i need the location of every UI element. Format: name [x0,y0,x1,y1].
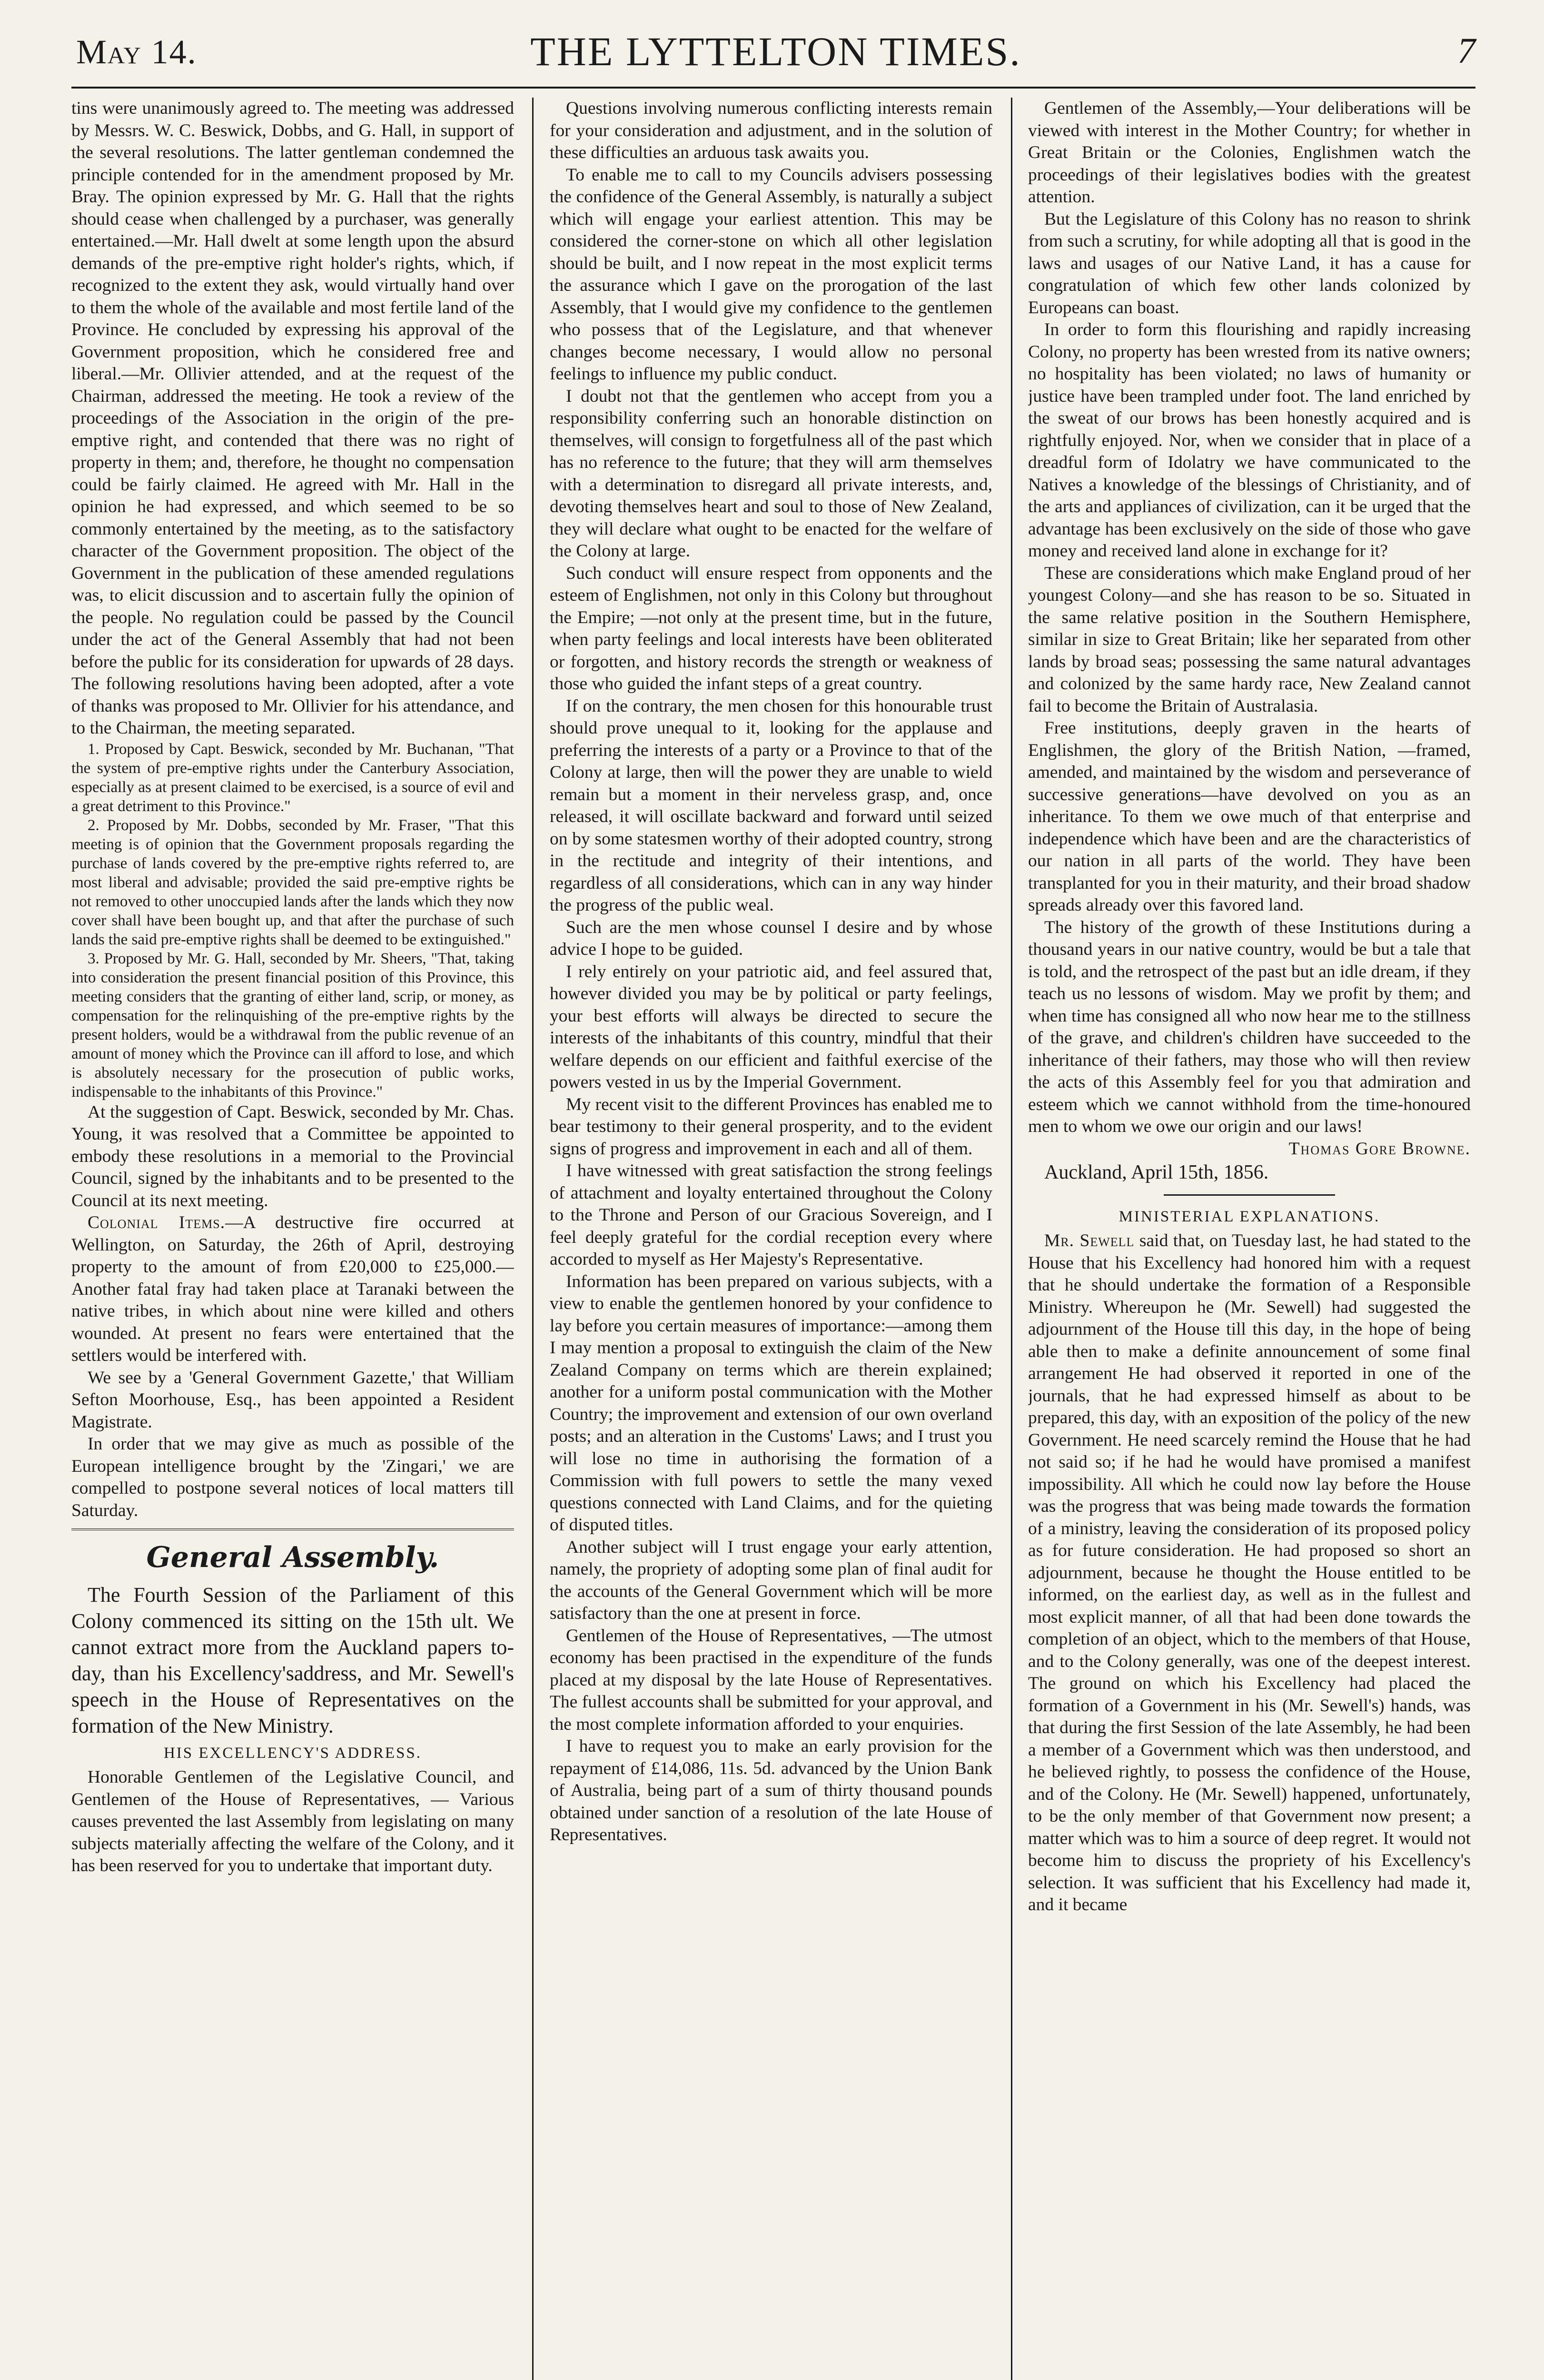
address-paragraph: To enable me to call to my Councils advisers possessing the confidence of the General Assembly, is naturally a subject which will engage your earliest attention. This may be considered the corner-stone on which all other legislation should be built, and I now repeat in the most explicit terms the assurance which I gave on the prorogation of the last Assembly, that I would give my confidence to the gentlemen who possess that of the Legislature, and that whenever changes become necessary, I would allow no personal feelings to influence my public conduct. [550,165,992,384]
general-assembly-heading: General Assembly. [146,1541,439,1574]
newspaper-title: THE LYTTELTON TIMES. [530,29,1021,74]
ministerial-text: said that, on Tuesday last, he had stated to the House that his Excellency had honored him with a request that he should undertake the formation of a Responsible Ministry. Whereupon he (Mr. Sewell) had suggested the adjournment of the House till this day, in the hope of being able then to make a definite announcement of some final arrangement He had observed it reported in one of the journals, that he had expressed himself as about to be prepared, this day, with an exposition of the policy of the new Government. He need scarcely remind the House that he had not said so; if he had he would have promised a manifest impossibility. All which he could now lay before the House was the progress that was being made towards the formation of a ministry, leaving the consideration of its proposed policy as for future consideration. He had proposed so short an adjournment, because he thought the House entitled to be informed, on the earliest day, as well as in the fullest and most explicit manner, of all that had been done towards the completion of an object, which to the members of that House, and to the Colony generally, was one of the deepest interest. The ground on which his Excellency had placed the formation of a Government in his (Mr. Sewell's) hands, was that during the first Session of the late Assembly, he had been a member of a Government which was then understood, and he believed rightly, to possess the confidence of the House, and of the Colony. He (Mr. Sewell) happened, unfortunately, to be the only member of that Government now present; a matter which was to him a source of deep regret. It would not become him to discuss the propriety of his Excellency's selection. It was sufficient that his Excellency had made it, and it became [1028,1231,1471,1914]
column-2 [550,98,992,2380]
meeting-report-paragraph: tins were unanimously agreed to. The meeting was addressed by Messrs. W. C. Beswick, Dobbs, and G. Hall, in support of the several resolutions. The latter gentleman condemned the principle contended for in the amendment proposed by Mr. Bray. The opinion expressed by Mr. G. Hall that the rights should cease when challenged by a purchaser, was generally entertained.—Mr. Hall dwelt at some length upon the absurd demands of the pre-emptive right holder's rights, which, if recognized to the extent they ask, would virtually hand over to them the whole of the available and most fertile land of the Province. He concluded by expressing his approval of the Government proposition, which he considered free and liberal.—Mr. Ollivier attended, and at the request of the Chairman, addressed the meeting. He took a review of the proceedings of the Association in the origin of the pre-emptive right, and contended that there was no right of property in them; and, therefore, he thought no compensation could be fairly claimed. He agreed with Mr. Hall in the opinion he had expressed, and which seemed to be so commonly entertained by the meeting, as to the satisfactory character of the Government proposition. The object of the Government in the publication of these amended regulations was, to elicit discussion and to ascertain fully the opinion of the people. No regulation could be passed by the Council under the act of the General Assembly that had not been before the public for its consideration for upwards of 28 days. The following resolutions having been adopted, after a vote of thanks was proposed to Mr. Ollivier for his attendance, and to the Chairman, the meeting separated. [71,99,514,738]
address-paragraph: If on the contrary, the men chosen for this honourable trust should prove unequal to it, looking for the applause and preferring the interests of a party or a Province to that of the Colony at large, then will the power they are unable to wield remain but a moment in their nerveless grasp, and, once released, it will oscillate backward and forward until seized on by some statesmen worthy of their adopted country, strong in the rectitude and integrity of their intentions, and regardless of all considerations, which can in any way hinder the progress of the public weal. [550,696,992,915]
address-paragraph: Gentlemen of the House of Representatives, —The utmost economy has been practised in the expenditure of the funds placed at my disposal by the late House of Representatives. The fullest accounts shall be submitted for your approval, and the most complete information afforded to your enquiries. [550,1626,992,1734]
address-paragraph: I have witnessed with great satisfaction the strong feelings of attachment and loyalty entertained throughout the Colony to the Throne and Person of our Gracious Sovereign, and I feel deeply grateful for the cordial reception every where accorded to myself as Her Majesty's Representative. [550,1161,992,1269]
ministerial-paragraph [1028,1230,1471,1916]
address-opening-paragraph: Honorable Gentlemen of the Legislative Council, and Gentlemen of the House of Representatives, — Various causes prevented the last Assembly from legislating on many subjects materially affecting the welfare of the Colony, and it has been reserved for you to undertake that important duty. [71,1767,514,1875]
section-divider [1164,1194,1335,1196]
signature-name: Thomas Gore Browne. [1288,1139,1471,1159]
address-paragraph: These are considerations which make England proud of her youngest Colony—and she has reason to be so. Situated in the same relative position in the Southern Hemisphere, similar in size to Great Britain; like her separated from other lands by broad seas; possessing the same natural advantages and colonized by the same hardy race, New Zealand cannot fail to become the Britain of Australasia. [1028,563,1471,716]
colonial-items-label: Colonial Items. [88,1213,226,1232]
resolution-1: 1. Proposed by Capt. Beswick, seconded by Mr. Buchanan, "That the system of pre-emptive rights under the Canterbury Association, especially as at present claimed to be exercised, is a source of evil and a great detriment to this Province." [71,740,514,815]
session-intro-paragraph: The Fourth Session of the Parliament of this Colony commenced its sitting on the 15th ult. We cannot extract more from the Auckland papers to-day, than his Excellency'saddress, and Mr. Sewell's speech in the House of Representatives on the formation of the New Ministry. [71,1583,514,1737]
address-paragraph: The history of the growth of these Institutions during a thousand years in our native country, would be but a tale that is told, and the retrospect of the past but an idle dream, if they teach us no lessons of wisdom. May we profit by them; and when time has consigned all who now hear me to the stillness of the grave, and children's children have succeeded to the inheritance of their fathers, may those who will then review the acts of this Assembly feel for you that admiration and esteem which we cannot withhold from the time-honoured men to whom we owe our origin and our laws! [1028,917,1471,1136]
gazette-paragraph: We see by a 'General Government Gazette,' that William Sefton Moorhouse, Esq., has been appointed a Resident Magistrate. [71,1368,514,1432]
address-paragraph: But the Legislature of this Colony has no reason to shrink from such a scrutiny, for while adopting all that is good in the laws and usages of our Native Land, it has a cause for congratulation of which few other lands colonized by Europeans can boast. [1028,209,1471,317]
section-divider [71,1528,514,1530]
signature-place-date: Auckland, April 15th, 1856. [1044,1161,1269,1183]
address-paragraph: Information has been prepared on various subjects, with a view to enable the gentlemen honored by your confidence to lay before you certain measures of importance:—among them I may mention a proposal to extinguish the claim of the New Zealand Company on terms which are therein explained; another for a uniform postal communication with the Mother Country; the improvement and extension of our own overland posts; and an alteration in the Customs' Laws; and I trust you will lose no time in authorising the formation of a Commission with full powers to settle the many vexed questions connected with Land Claims, and for the quieting of disputed titles. [550,1271,992,1535]
address-paragraph: Such are the men whose counsel I desire and by whose advice I hope to be guided. [550,917,992,959]
resolution-2: 2. Proposed by Mr. Dobbs, seconded by Mr. Fraser, "That this meeting is of opinion that the Government proposals regarding the purchase of lands covered by the pre-emptive rights referred to, are most liberal and advisable; provided the said pre-emptive rights be not removed to other unoccupied lands after the lands which they now cover shall have been bought up, and that after the purchase of such lands the said pre-emptive rights shall be deemed to be extinguished." [71,816,514,948]
column-1 [71,98,514,2380]
colonial-items-paragraph [71,1212,514,1367]
ministerial-explanations-heading: MINISTERIAL EXPLANATIONS. [1118,1208,1380,1225]
colonial-items-text: —A destructive fire occurred at Wellington, on Saturday, the 26th of April, destroying property to the amount of from £20,000 to £25,000.—Another fatal fray had taken place at Taranaki between the native tribes, in which about nine were killed and others wounded. At present no fears were entertained that the settlers would be interfered with. [71,1213,514,1365]
resolution-3: 3. Proposed by Mr. G. Hall, seconded by Mr. Sheers, "That, taking into consideration the present financial position of this Province, this meeting considers that the granting of either land, scrip, or money, as compensation for the relinquishing of the pre-emptive rights by the present holders, would be a withdrawal from the public revenue of an amount of money which the Province can ill afford to lose, and which is absolutely necessary for the prosecution of public works, indispensable to the inhabitants of this Province." [71,950,514,1101]
page-number: 7 [1457,31,1475,71]
address-paragraph: Another subject will I trust engage your early attention, namely, the propriety of adopting some plan of final audit for the accounts of the General Government which will be more satisfactory than the one at present in force. [550,1537,992,1623]
committee-paragraph: At the suggestion of Capt. Beswick, seconded by Mr. Chas. Young, it was resolved that a Committee be appointed to embody these resolutions in a memorial to the Provincial Council, signed by the inhabitants and to be presented to the Council at its next meeting. [71,1102,514,1210]
address-paragraph: I have to request you to make an early provision for the repayment of £14,086, 11s. 5d. advanced by the Union Bank of Australia, being part of a sum of thirty thousand pounds obtained under sanction of a resolution of the late House of Representatives. [550,1736,992,1844]
column-rule [1011,98,1012,2380]
masthead [76,28,1475,85]
address-paragraph: Questions involving numerous conflicting interests remain for your consideration and adjustment, and in the solution of these difficulties an arduous task awaits you. [550,99,992,162]
column-rule [532,98,534,2380]
address-paragraph: I doubt not that the gentlemen who accept from you a responsibility conferring such an honorable distinction on themselves, will consign to forgetfulness all of the past which has no reference to the future; that they will arm themselves with a determination to disregard all private interests, and, devoting themselves heart and soul to those of New Zealand, they will declare what ought to be enacted for the welfare of the Colony at large. [550,386,992,561]
speaker-label: Mr. Sewell [1044,1231,1135,1250]
address-paragraph: Gentlemen of the Assembly,—Your deliberations will be viewed with interest in the Mother Country; for whether in Great Britain or the Colonies, Englishmen watch the proceedings of their legislatives bodies with the greatest attention. [1028,99,1471,207]
column-3 [1028,98,1471,2380]
address-paragraph: Such conduct will ensure respect from opponents and the esteem of Englishmen, not only in this Colony but throughout the Empire; —not only at the present time, but in the future, when party feelings and local interests have been obliterated or forgotten, and history records the strength or weakness of those who guided the infant steps of a great country. [550,563,992,694]
address-paragraph: Free institutions, deeply graven in the hearts of Englishmen, the glory of the British Nation, —framed, amended, and maintained by the wisdom and perseverance of successive generations—have devolved on you as an inheritance. To them we owe much of that enterprise and independence which have been and are the characteristics of our nation in all parts of the world. They have been transplanted for you in their maturity, and their broad shadow spreads already over this favored land. [1028,718,1471,915]
masthead-rule [71,87,1475,89]
postpone-notice-paragraph: In order that we may give as much as possible of the European intelligence brought by the 'Zingari,' we are compelled to postpone several notices of local matters till Saturday. [71,1434,514,1520]
address-paragraph: My recent visit to the different Provinces has enabled me to bear testimony to their general prosperity, and to the evident signs of progress and improvement in each and all of them. [550,1094,992,1159]
issue-date: May 14. [76,33,197,71]
address-paragraph: I rely entirely on your patriotic aid, and feel assured that, however divided you may be by political or party feelings, your best efforts will always be directed to secure the interests of the inhabitants of this country, mindful that their welfare depends on our efficient and faithful exercise of the powers vested in us by the Imperial Government. [550,962,992,1092]
address-paragraph: In order to form this flourishing and rapidly increasing Colony, no property has been wrested from its native owners; no hospitality has been violated; no laws of humanity or justice have been trampled under foot. The land enriched by the sweat of our brows has been honestly acquired and is rightfully enjoyed. Nor, when we consider that in place of a dreadful form of Idolatry we have communicated to the Natives a knowledge of the blessings of Christianity, and of the arts and appliances of civilization, can it be urged that the advantage has been exclusively on the side of those who gave money and received land alone in exchange for it? [1028,320,1471,561]
address-heading: HIS EXCELLENCY'S ADDRESS. [163,1745,422,1762]
